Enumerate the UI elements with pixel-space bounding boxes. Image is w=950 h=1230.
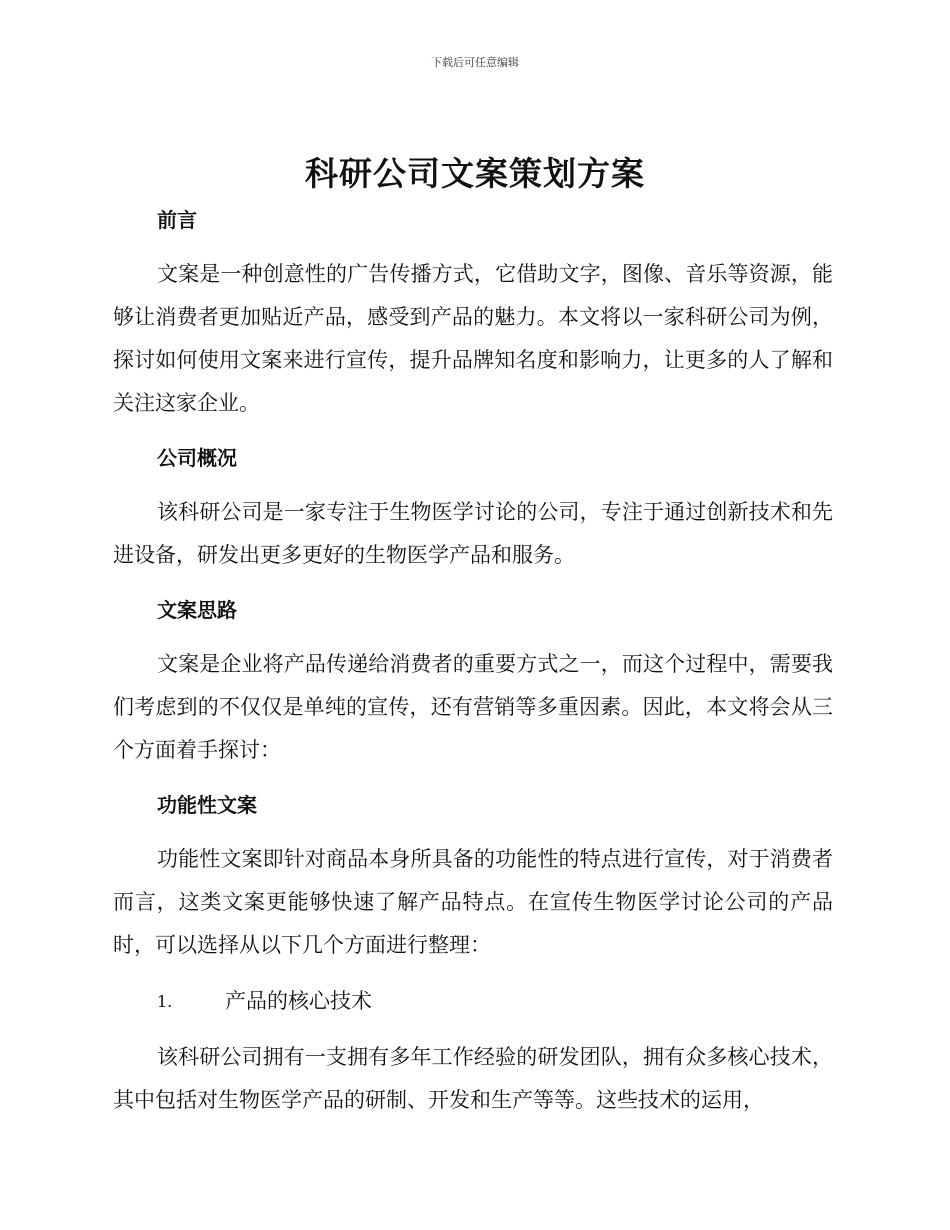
section-heading: 功能性文案 (157, 793, 257, 817)
section-paragraph: 该科研公司是一家专注于生物医学讨论的公司，专注于通过创新技术和先进设备，研发出更多更好的生物医学产品和服务。 (113, 500, 833, 567)
section-heading: 前言 (157, 208, 197, 232)
page-header-note: 下载后可任意编辑 (431, 56, 519, 69)
section-paragraph: 文案是一种创意性的广告传播方式，它借助文字，图像、音乐等资源，能够让消费者更加贴近产品，感受到产品的魅力。本文将以一家科研公司为例，探讨如何使用文案来进行宣传，提升品牌知名度和影响力，让更多的人了解和关注这家企业。 (113, 262, 833, 415)
section-preface (113, 200, 833, 425)
section-paragraph: 功能性文案即针对商品本身所具备的功能性的特点进行宣传，对于消费者而言，这类文案更能够快速了解产品特点。在宣传生物医学讨论公司的产品时，可以选择从以下几个方面进行整理： (113, 847, 833, 957)
document-title: 科研公司文案策划方案 (305, 154, 645, 193)
document-body (113, 200, 833, 1135)
list-item-number: 1. (157, 992, 173, 1011)
section-paragraph: 文案是企业将产品传递给消费者的重要方式之一，而这个过程中，需要我们考虑到的不仅仅是单纯的宣传，还有营销等多重因素。因此，本文将会从三个方面着手探讨： (113, 652, 833, 762)
list-item (157, 980, 833, 1023)
section-heading: 文案思路 (157, 598, 237, 622)
section-functional-copy (113, 785, 833, 967)
closing-paragraph: 该科研公司拥有一支拥有多年工作经验的研发团队，拥有众多核心技术，其中包括对生物医学产品的研制、开发和生产等等。这些技术的运用， (113, 1045, 833, 1112)
list-item-text: 产品的核心技术 (225, 989, 372, 1013)
section-company-overview (113, 438, 833, 577)
section-heading: 公司概况 (157, 446, 237, 470)
section-copy-approach (113, 590, 833, 772)
